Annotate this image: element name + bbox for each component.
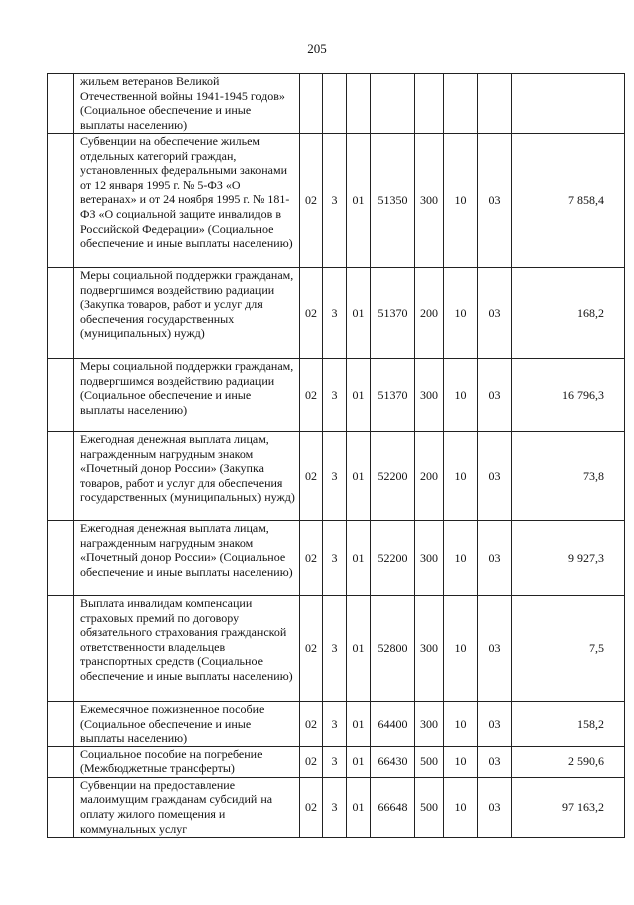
table-row [48, 268, 625, 359]
direction-code: 52200 [371, 432, 415, 521]
row-number-cell [48, 432, 74, 521]
program-code: 02 [300, 777, 323, 837]
program-code: 02 [300, 746, 323, 777]
section-code: 10 [444, 746, 478, 777]
section-code: 10 [444, 134, 478, 268]
direction-code: 51370 [371, 268, 415, 359]
row-number-cell [48, 777, 74, 837]
main-activity-code: 01 [347, 777, 371, 837]
section-code: 10 [444, 777, 478, 837]
main-activity-code [347, 74, 371, 134]
table-row [48, 596, 625, 702]
amount: 7,5 [512, 596, 625, 702]
expense-type-code: 300 [415, 134, 444, 268]
amount: 73,8 [512, 432, 625, 521]
amount: 158,2 [512, 702, 625, 747]
expense-type-code [415, 74, 444, 134]
subprogram-code: 3 [323, 268, 347, 359]
subprogram-code [323, 74, 347, 134]
direction-code: 64400 [371, 702, 415, 747]
table-row [48, 777, 625, 837]
expense-name: Субвенции на обеспечение жильем отдельных категорий граждан, установленных федеральными законами от 12 января 1995 г. № 5-ФЗ «О ветеранах» и от 24 ноября 1995 г. № 181-ФЗ «О социальной защите инвалидов в Российской Федерации» (Социальное обеспечение и иные выплаты населению) [74, 134, 300, 268]
subsection-code: 03 [478, 521, 512, 596]
expense-name: Социальное пособие на погребение (Межбюджетные трансферты) [74, 746, 300, 777]
program-code: 02 [300, 702, 323, 747]
section-code: 10 [444, 596, 478, 702]
amount: 7 858,4 [512, 134, 625, 268]
subprogram-code: 3 [323, 777, 347, 837]
expense-type-code: 500 [415, 777, 444, 837]
direction-code: 52800 [371, 596, 415, 702]
expense-name: Ежегодная денежная выплата лицам, награжденным нагрудным знаком «Почетный донор России» (Социальное обеспечение и иные выплаты населению) [74, 521, 300, 596]
subsection-code: 03 [478, 134, 512, 268]
row-number-cell [48, 359, 74, 432]
program-code: 02 [300, 268, 323, 359]
subsection-code: 03 [478, 702, 512, 747]
subsection-code: 03 [478, 746, 512, 777]
subsection-code: 03 [478, 777, 512, 837]
program-code: 02 [300, 359, 323, 432]
expense-type-code: 300 [415, 359, 444, 432]
main-activity-code: 01 [347, 746, 371, 777]
program-code [300, 74, 323, 134]
amount: 168,2 [512, 268, 625, 359]
subprogram-code: 3 [323, 432, 347, 521]
program-code: 02 [300, 596, 323, 702]
table-row [48, 359, 625, 432]
amount [512, 74, 625, 134]
section-code [444, 74, 478, 134]
expense-type-code: 500 [415, 746, 444, 777]
subsection-code: 03 [478, 432, 512, 521]
expense-name: жильем ветеранов Великой Отечественной войны 1941-1945 годов» (Социальное обеспечение и иные выплаты населению) [74, 74, 300, 134]
main-activity-code: 01 [347, 268, 371, 359]
expense-name: Субвенции на предоставление малоимущим гражданам субсидий на оплату жилого помещения и коммунальных услуг [74, 777, 300, 837]
direction-code: 51370 [371, 359, 415, 432]
subprogram-code: 3 [323, 746, 347, 777]
section-code: 10 [444, 432, 478, 521]
row-number-cell [48, 702, 74, 747]
row-number-cell [48, 268, 74, 359]
expense-type-code: 300 [415, 596, 444, 702]
expense-type-code: 300 [415, 521, 444, 596]
row-number-cell [48, 74, 74, 134]
subsection-code [478, 74, 512, 134]
expense-type-code: 200 [415, 268, 444, 359]
table-row [48, 432, 625, 521]
section-code: 10 [444, 702, 478, 747]
expense-name: Выплата инвалидам компенсации страховых премий по договору обязательного страхования гражданской ответственности владельцев транспортных средств (Социальное обеспечение и иные выплаты населению) [74, 596, 300, 702]
program-code: 02 [300, 432, 323, 521]
subprogram-code: 3 [323, 359, 347, 432]
subprogram-code: 3 [323, 521, 347, 596]
program-code: 02 [300, 521, 323, 596]
subsection-code: 03 [478, 596, 512, 702]
main-activity-code: 01 [347, 134, 371, 268]
amount: 97 163,2 [512, 777, 625, 837]
row-number-cell [48, 521, 74, 596]
table-row [48, 521, 625, 596]
section-code: 10 [444, 521, 478, 596]
expense-type-code: 300 [415, 702, 444, 747]
expense-name: Меры социальной поддержки гражданам, подвергшимся воздействию радиации (Социальное обеспечение и иные выплаты населению) [74, 359, 300, 432]
subsection-code: 03 [478, 359, 512, 432]
table-row [48, 134, 625, 268]
section-code: 10 [444, 268, 478, 359]
expense-name: Ежемесячное пожизненное пособие (Социальное обеспечение и иные выплаты населению) [74, 702, 300, 747]
direction-code: 66648 [371, 777, 415, 837]
section-code: 10 [444, 359, 478, 432]
amount: 9 927,3 [512, 521, 625, 596]
budget-table [47, 73, 625, 838]
direction-code: 52200 [371, 521, 415, 596]
table-row [48, 74, 625, 134]
subprogram-code: 3 [323, 134, 347, 268]
main-activity-code: 01 [347, 359, 371, 432]
main-activity-code: 01 [347, 596, 371, 702]
expense-name: Меры социальной поддержки гражданам, подвергшимся воздействию радиации (Закупка товаров, работ и услуг для обеспечения государственных (муниципальных) нужд) [74, 268, 300, 359]
expense-name: Ежегодная денежная выплата лицам, награжденным нагрудным знаком «Почетный донор России» (Закупка товаров, работ и услуг для обеспечения государственных (муниципальных) нужд) [74, 432, 300, 521]
direction-code [371, 74, 415, 134]
program-code: 02 [300, 134, 323, 268]
main-activity-code: 01 [347, 702, 371, 747]
row-number-cell [48, 596, 74, 702]
main-activity-code: 01 [347, 432, 371, 521]
subprogram-code: 3 [323, 596, 347, 702]
row-number-cell [48, 134, 74, 268]
subsection-code: 03 [478, 268, 512, 359]
direction-code: 66430 [371, 746, 415, 777]
main-activity-code: 01 [347, 521, 371, 596]
row-number-cell [48, 746, 74, 777]
direction-code: 51350 [371, 134, 415, 268]
table-row [48, 746, 625, 777]
table-row [48, 702, 625, 747]
subprogram-code: 3 [323, 702, 347, 747]
page-number: 205 [307, 41, 327, 56]
expense-type-code: 200 [415, 432, 444, 521]
amount: 16 796,3 [512, 359, 625, 432]
amount: 2 590,6 [512, 746, 625, 777]
